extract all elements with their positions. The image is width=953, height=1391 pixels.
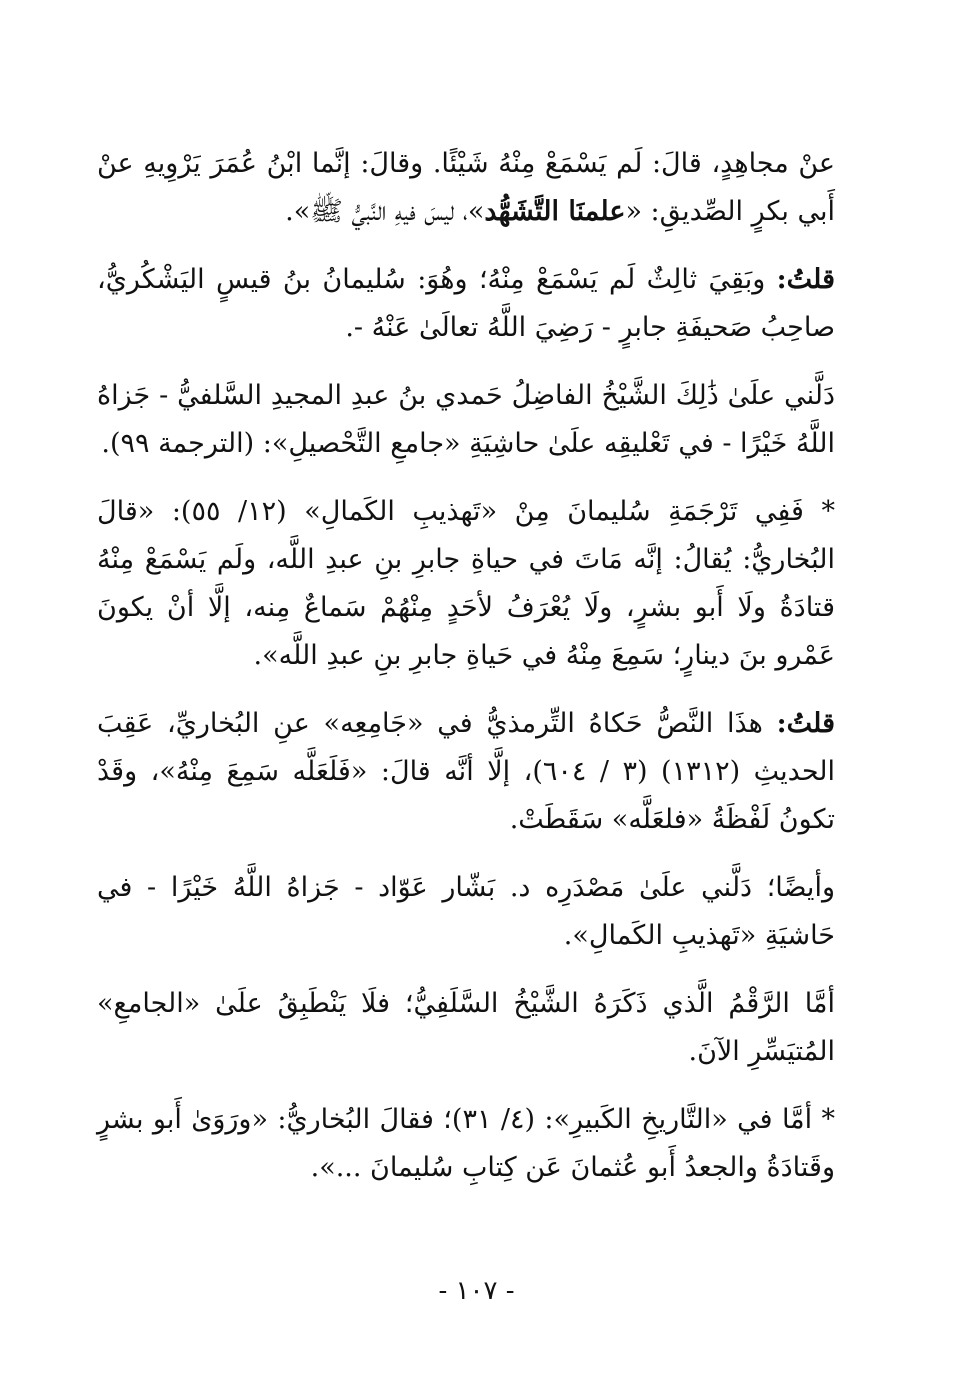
paragraph-1-text-start: عنْ مجاهِدٍ، قالَ: لَم يَسْمَعْ مِنْهُ شَيْئًا. وقالَ: إنَّما ابْنُ عُمَرَ يَرْوِيهِ عنْ أَبي بكرٍ الصِّديقِ: « (97, 148, 835, 227)
paragraph-5-text: هذَا النَّصُّ حَكاهُ التِّرمذيُّ في «جَامِعِه» عنِ البُخاريِّ، عَقِبَ الحديثِ (١٣١٢) (٣ / ٦٠٤)، إلَّا أنَّه قالَ: «فَلَعَلَّه سَمِعَ مِنْهُ»، وقَدْ تكونُ لَفْظَةُ «فلعَلَّه» سَقَطَتْ. (97, 708, 835, 835)
paragraph-6-text: وأيضًا؛ دَلَّني علَىٰ مَصْدَرِه د. بَشّار عَوّاد - جَزاهُ اللَّهُ خَيْرًا - في حَاشيَةِ «تَهذيبِ الكَمالِ». (97, 872, 835, 951)
paragraph-6 (97, 864, 835, 960)
document-body (97, 140, 835, 1212)
paragraph-7 (97, 980, 835, 1076)
paragraph-8-text: * أمَّا في «التَّاريخِ الكَبيرِ»: (٤/ ٣١)؛ فقالَ البُخاريُّ: «ورَوَىٰ أَبو بشرٍ وقَتادَةُ والجعدُ أَبو عُثمانَ عَن كِتابِ سُليمانَ ...». (97, 1104, 836, 1183)
page-number: - ١٠٧ - (438, 1276, 515, 1306)
paragraph-7-text: أمَّا الرَّقْمُ الَّذي ذَكَرَهُ الشَّيْخُ السَّلَفِيُّ؛ فلَا يَنْطَبِقُ علَىٰ «الجامعِ» المُتيَسِّرِ الآنَ. (97, 988, 835, 1067)
paragraph-4-text: * فَفِي تَرْجَمَةِ سُليمانَ مِنْ «تَهذيبِ الكَمالِ» (١٢/ ٥٥): «قالَ البُخاريُّ: يُقالُ: إنَّه مَاتَ في حياةِ جابرِ بنِ عبدِ اللَّه، ولَم يَسْمَعْ مِنْهُ قتادَةُ ولَا أَبو بشرٍ، ولَا يُعْرَفُ لأحَدٍ مِنْهُمْ سَماعٌ مِنه، إلَّا أنْ يكونَ عَمْرو بنَ دينارٍ؛ سَمِعَ مِنْهُ في حَياةِ جابرِ بنِ عبدِ اللَّه». (97, 496, 836, 671)
paragraph-2-text: وبَقِيَ ثالِثٌ لَم يَسْمَعْ مِنْهُ؛ وهُوَ: سُليمانُ بنُ قيسٍ اليَشْكُريُّ، صاحِبُ صَحيفَةِ جابرٍ - رَضِيَ اللَّهُ تعالَىٰ عَنْهُ -. (97, 264, 835, 343)
paragraph-4 (97, 488, 835, 680)
paragraph-3 (97, 372, 835, 468)
paragraph-1 (97, 140, 835, 236)
quoted-phrase: علمنَا التَّشَهُّد (484, 196, 626, 227)
qultu-heading: قلتُ: (776, 708, 835, 739)
paragraph-3-text: دَلَّني علَىٰ ذَٰلِكَ الشَّيْخُ الفاضِلُ حَمدي بنُ عبدِ المجيدِ السَّلفيُّ - جَزاهُ اللَّهُ خَيْرًا - في تَعْليقِه علَىٰ حاشِيَةِ «جامعِ التَّحْصيلِ»: (الترجمة ٩٩). (97, 380, 835, 459)
paragraph-5 (97, 700, 835, 844)
paragraph-1-text-end: »، ليسَ فيهِ النَّبيُّ ﷺ». (285, 196, 485, 227)
qultu-heading: قلتُ: (776, 264, 835, 295)
paragraph-8 (97, 1096, 835, 1192)
paragraph-2 (97, 256, 835, 352)
